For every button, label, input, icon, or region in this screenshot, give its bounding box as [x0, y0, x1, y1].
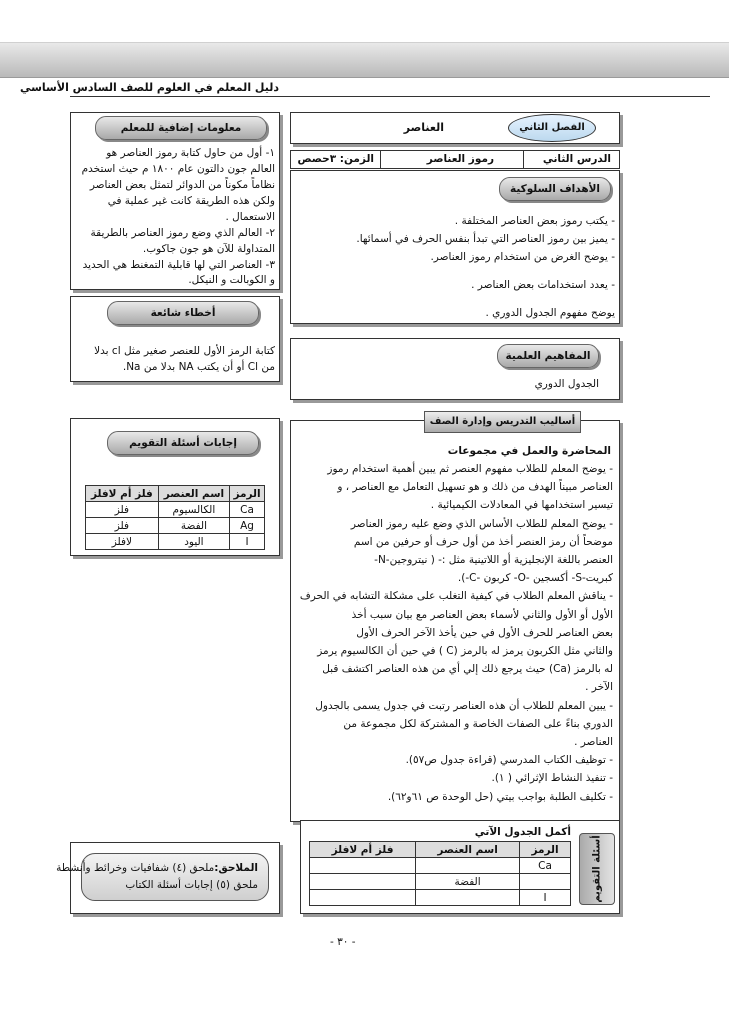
lesson-time: الزمن: ٣حصص	[297, 153, 374, 165]
methods-line: تيسير استخدامها في المعادلات الكيميائية .	[430, 499, 613, 512]
info-panel	[70, 112, 280, 290]
evaluation-table	[309, 841, 571, 906]
methods-line: العناصر مبيناً الهدف من ذلك و هو تسهيل التعامل مع العناصر ، و	[337, 481, 613, 494]
evaluation-panel	[300, 820, 620, 914]
methods-line: كبريت-S- أكسجين -O- كربون -C-).	[457, 572, 613, 585]
notes-box	[56, 853, 269, 901]
table-row	[86, 502, 265, 518]
notes-line-2: ملحق (٥) إجابات أسئلة الكتاب	[125, 879, 258, 891]
answers-pill: إجابات أسئلة التقويم	[107, 431, 259, 455]
methods-line: - تكليف الطلبة بواجب بيتي (حل الوحدة ص ٦١و٦٢).	[387, 790, 613, 803]
objective-item: يوضح مفهوم الجدول الدوري .	[485, 307, 615, 319]
notes-text-1: ملحق (٤) شفافيات وخرائط وأنشطة	[56, 862, 215, 874]
answers-table	[85, 485, 265, 550]
lesson-row	[290, 150, 620, 169]
objective-item: - يميز بين رموز العناصر التي تبدأ بنفس الحرف في أسمائها.	[356, 233, 615, 245]
unit-title: العناصر	[403, 121, 444, 134]
notes-label: الملاحق:	[214, 862, 258, 874]
errors-panel	[70, 296, 280, 382]
methods-line: - يناقش المعلم الطلاب في كيفية التغلب على مشكلة التشابه في الحرف	[299, 590, 613, 603]
notes-line-1	[56, 860, 258, 876]
methods-line: موضحاً أن رمز العنصر أخذ من أول حرف أو حرفين من اسم	[353, 535, 613, 548]
info-line: ٣- العناصر التي لها قابلية التمغنط هي الحديد	[82, 259, 275, 271]
answers-cell: الفضة	[158, 518, 229, 534]
objective-item: - يكتب رموز بعض العناصر المختلفة .	[454, 215, 615, 227]
eval-cell	[310, 890, 416, 906]
concepts-panel	[290, 338, 620, 400]
errors-pill: أخطاء شائعة	[107, 301, 259, 325]
answers-header: الرمز	[230, 486, 265, 502]
methods-line: - توظيف الكتاب المدرسي (قراءة جدول ص٥٧).	[405, 754, 613, 767]
lesson-divider	[380, 151, 381, 168]
methods-line: العناصر .	[574, 736, 613, 748]
lesson-title: رموز العناصر	[426, 153, 494, 165]
answers-cell: اليود	[158, 534, 229, 550]
methods-line: بعض العناصر للحرف الأول في حين يأخذ الآخر الحرف الأول	[356, 626, 613, 639]
lesson-divider	[523, 151, 524, 168]
answers-cell: I	[230, 534, 265, 550]
info-line: و الكوبالت و النيكل.	[188, 274, 275, 286]
info-line: ٢- العالم الذي وضع رموز العناصر بالطريقة	[90, 227, 275, 239]
eval-cell	[416, 858, 520, 874]
table-row	[310, 858, 571, 874]
answers-cell: فلز	[86, 518, 159, 534]
evaluation-side-label: أسئلة التقويم	[591, 835, 603, 903]
answers-cell: الكالسيوم	[158, 502, 229, 518]
notes-panel	[56, 842, 280, 914]
info-line: الاستعمال .	[225, 211, 275, 223]
methods-line: الأول أو الأول والثاني لأسماء بعض العناصر مع بيان سبب أخذ	[351, 608, 613, 621]
page-header-title: دليل المعلم في العلوم للصف السادس الأساسي	[19, 81, 279, 94]
eval-header: الرمز	[520, 842, 571, 858]
methods-line: الآخر .	[585, 681, 613, 694]
table-row	[310, 890, 571, 906]
table-row	[310, 874, 571, 890]
lesson-label: الدرس الثاني	[542, 153, 611, 165]
header-rule	[70, 96, 710, 97]
info-line: نظاماً مكوناً من الدوائر لتمثل بعض العناصر	[89, 179, 275, 191]
methods-line: الدوري بناءً على الصفات الخاصة و المشتركة لكل مجموعة من	[343, 717, 613, 730]
info-line: العالم جون دالتون عام ١٨٠٠ م حيث استخدم	[81, 163, 275, 175]
answers-header: فلز أم لافلز	[86, 486, 159, 502]
methods-line: له بالرمز (Ca) حيث يرجع ذلك إلي أي من هذه العناصر اكتشف قبل	[322, 663, 613, 676]
answers-cell: Ag	[230, 518, 265, 534]
objective-item: - يعدد استخدامات بعض العناصر .	[471, 279, 615, 291]
answers-cell: Ca	[230, 502, 265, 518]
eval-header: اسم العنصر	[416, 842, 520, 858]
methods-line: - يبين المعلم للطلاب أن هذه العناصر رتبت في جدول يسمى بالجدول	[315, 699, 613, 712]
methods-line: - يوضح المعلم للطلاب مفهوم العنصر ثم يبين أهمية استخدام رموز	[327, 463, 613, 475]
concepts-pill: المفاهيم العلمية	[497, 344, 599, 368]
info-pill: معلومات إضافية للمعلم	[95, 116, 267, 140]
errors-line: كتابة الرمز الأول للعنصر صغير مثل cl بدلا	[94, 345, 275, 357]
eval-cell: Ca	[520, 858, 571, 874]
methods-panel	[290, 416, 620, 822]
eval-cell	[310, 858, 416, 874]
eval-cell	[416, 890, 520, 906]
methods-tab: أساليب التدريس وإدارة الصف	[424, 411, 581, 433]
top-banner	[0, 42, 729, 78]
answers-cell: فلز	[86, 502, 159, 518]
methods-line: - يوضح المعلم للطلاب الأساس الذي وضع عليه رموز العناصر	[350, 517, 613, 530]
answers-header: اسم العنصر	[158, 486, 229, 502]
objective-item: - يوضح الغرض من استخدام رموز العناصر.	[430, 251, 615, 263]
objectives-pill: الأهداف السلوكية	[499, 177, 611, 201]
methods-subtitle: المحاضرة والعمل في مجموعات	[447, 445, 611, 457]
evaluation-side-tab	[579, 833, 615, 905]
evaluation-title: أكمل الجدول الآتي	[474, 826, 571, 838]
methods-line: والثاني مثل الكربون يرمز له بالرمز (C ) في حين أن الكالسيوم يرمز	[317, 645, 613, 657]
page-number: - ٣٠ -	[330, 936, 356, 948]
eval-cell: I	[520, 890, 571, 906]
objectives-panel	[290, 170, 620, 324]
methods-line: - تنفيذ النشاط الإثرائي ( ١).	[491, 772, 613, 785]
table-row	[86, 518, 265, 534]
eval-cell: الفضة	[416, 874, 520, 890]
concepts-text: الجدول الدوري	[534, 378, 599, 390]
info-line: المتداولة للآن هو جون جاكوب.	[142, 243, 275, 255]
eval-header: فلز أم لافلز	[310, 842, 416, 858]
chapter-oval: الفصل الثاني	[508, 114, 596, 142]
answers-cell: لافلز	[86, 534, 159, 550]
table-row	[86, 534, 265, 550]
methods-line: العنصر باللغة الإنجليزية أو اللاتينية مثل :- ( نيتروجين-N-	[374, 554, 613, 566]
eval-cell	[520, 874, 571, 890]
info-line: ولكن هذه الطريقة كانت غير عملية في	[107, 195, 275, 207]
answers-panel	[70, 418, 280, 556]
eval-cell	[310, 874, 416, 890]
errors-line: من Cl أو أن يكتب NA بدلا من Na.	[122, 361, 275, 373]
info-line: ١- أول من حاول كتابة رموز العناصر هو	[106, 147, 275, 159]
